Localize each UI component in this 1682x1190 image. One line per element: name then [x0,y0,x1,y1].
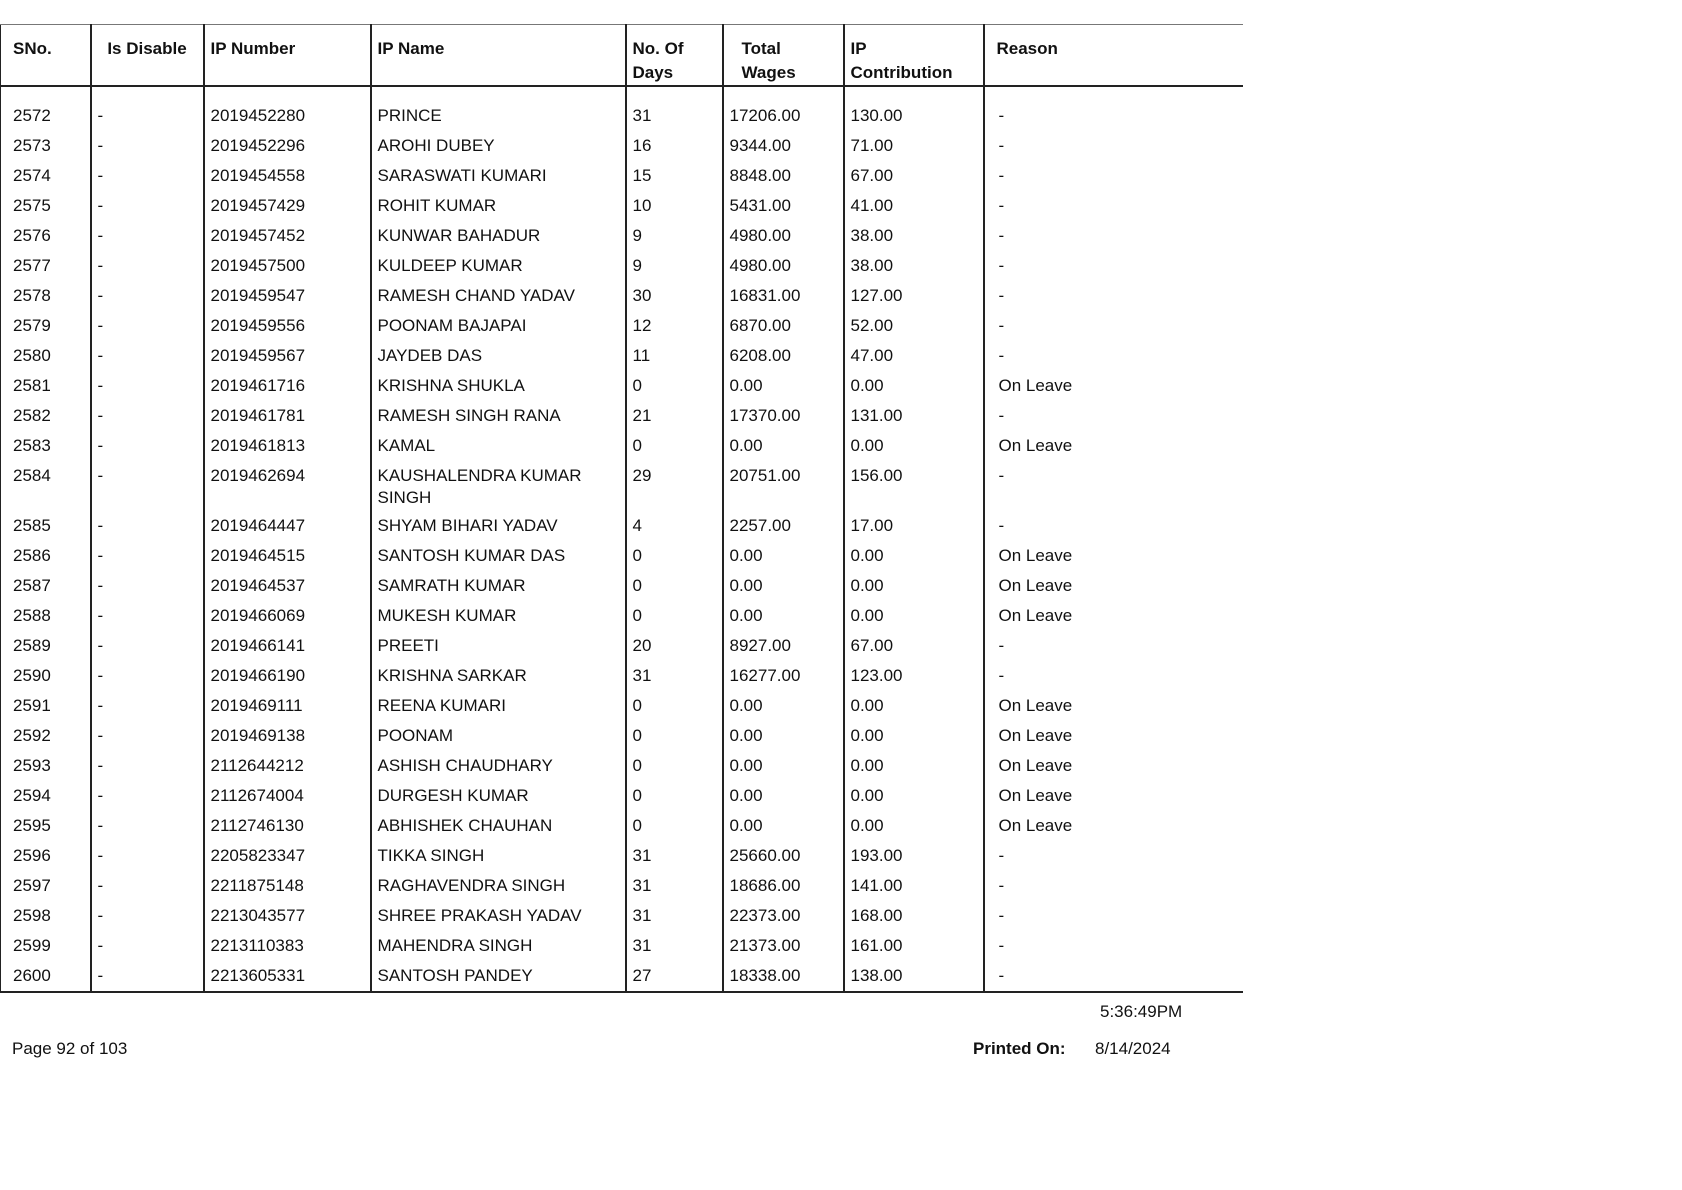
cell-total-wages: 2257.00 [723,511,844,541]
cell-no-of-days: 0 [626,601,723,631]
table-row [1,401,1243,431]
header-row [1,25,1243,87]
cell-total-wages: 0.00 [723,601,844,631]
cell-total-wages: 0.00 [723,691,844,721]
cell-total-wages: 0.00 [723,721,844,751]
cell-ip-number: 2019464447 [204,511,371,541]
cell-ip-name: SANTOSH PANDEY [371,961,626,992]
cell-ip-name: RAGHAVENDRA SINGH [371,871,626,901]
cell-no-of-days: 0 [626,371,723,401]
cell-reason: - [984,251,1243,281]
cell-ip-number: 2213605331 [204,961,371,992]
cell-is-disable: - [91,901,204,931]
cell-ip-name: MAHENDRA SINGH [371,931,626,961]
cell-is-disable: - [91,431,204,461]
table-row [1,431,1243,461]
cell-ip-contribution: 67.00 [844,161,984,191]
cell-no-of-days: 16 [626,131,723,161]
cell-ip-number: 2019457500 [204,251,371,281]
cell-ip-contribution: 0.00 [844,371,984,401]
table-row [1,961,1243,992]
cell-reason: - [984,871,1243,901]
cell-ip-number: 2019469138 [204,721,371,751]
column-header-sno: SNo. [1,25,91,87]
cell-ip-number: 2019469111 [204,691,371,721]
page-indicator: Page 92 of 103 [12,1039,128,1058]
cell-sno: 2573 [1,131,91,161]
table-row [1,751,1243,781]
table-row [1,631,1243,661]
cell-ip-name: MUKESH KUMAR [371,601,626,631]
cell-total-wages: 0.00 [723,541,844,571]
cell-sno: 2599 [1,931,91,961]
cell-reason: - [984,631,1243,661]
cell-no-of-days: 0 [626,751,723,781]
cell-ip-name: SAMRATH KUMAR [371,571,626,601]
cell-reason: On Leave [984,691,1243,721]
cell-ip-contribution: 141.00 [844,871,984,901]
cell-ip-contribution: 168.00 [844,901,984,931]
cell-sno: 2591 [1,691,91,721]
cell-ip-contribution: 38.00 [844,251,984,281]
cell-reason: - [984,661,1243,691]
cell-ip-number: 2019464515 [204,541,371,571]
cell-is-disable: - [91,661,204,691]
cell-is-disable: - [91,781,204,811]
cell-reason: On Leave [984,601,1243,631]
table-row [1,661,1243,691]
cell-no-of-days: 0 [626,811,723,841]
cell-sno: 2587 [1,571,91,601]
cell-total-wages: 18338.00 [723,961,844,992]
column-header-reason: Reason [984,25,1243,87]
table-body [1,86,1243,992]
cell-sno: 2600 [1,961,91,992]
printed-on-label: Printed On: [973,1039,1066,1058]
cell-ip-contribution: 0.00 [844,691,984,721]
cell-ip-name: SHYAM BIHARI YADAV [371,511,626,541]
cell-ip-contribution: 0.00 [844,431,984,461]
cell-total-wages: 6870.00 [723,311,844,341]
cell-reason: - [984,401,1243,431]
printed-time: 5:36:49PM [1100,1002,1183,1021]
cell-ip-name: KULDEEP KUMAR [371,251,626,281]
cell-no-of-days: 9 [626,251,723,281]
cell-ip-contribution: 38.00 [844,221,984,251]
cell-total-wages: 4980.00 [723,221,844,251]
cell-no-of-days: 4 [626,511,723,541]
cell-total-wages: 18686.00 [723,871,844,901]
cell-no-of-days: 31 [626,661,723,691]
cell-ip-number: 2019466069 [204,601,371,631]
cell-reason: On Leave [984,431,1243,461]
cell-no-of-days: 0 [626,431,723,461]
cell-ip-number: 2019454558 [204,161,371,191]
cell-ip-number: 2019459567 [204,341,371,371]
cell-total-wages: 16831.00 [723,281,844,311]
cell-total-wages: 0.00 [723,751,844,781]
cell-reason: On Leave [984,751,1243,781]
table-row [1,311,1243,341]
table-row [1,871,1243,901]
table-row [1,571,1243,601]
cell-reason: - [984,161,1243,191]
cell-no-of-days: 30 [626,281,723,311]
table-row [1,191,1243,221]
column-header-ip-name: IP Name [371,25,626,87]
cell-reason: On Leave [984,571,1243,601]
cell-no-of-days: 12 [626,311,723,341]
column-header-is-disable: Is Disable [91,25,204,87]
cell-reason: - [984,311,1243,341]
cell-ip-name: RAMESH CHAND YADAV [371,281,626,311]
cell-ip-name: TIKKA SINGH [371,841,626,871]
cell-total-wages: 0.00 [723,571,844,601]
cell-ip-name: ROHIT KUMAR [371,191,626,221]
cell-ip-contribution: 67.00 [844,631,984,661]
cell-total-wages: 8927.00 [723,631,844,661]
table-row [1,281,1243,311]
cell-total-wages: 17370.00 [723,401,844,431]
cell-sno: 2594 [1,781,91,811]
cell-reason: - [984,221,1243,251]
cell-ip-name: SANTOSH KUMAR DAS [371,541,626,571]
column-header-no-of-days: No. Of Days [626,25,723,87]
cell-ip-contribution: 156.00 [844,461,984,511]
cell-sno: 2575 [1,191,91,221]
cell-is-disable: - [91,601,204,631]
cell-sno: 2592 [1,721,91,751]
table-row [1,811,1243,841]
cell-ip-number: 2019461781 [204,401,371,431]
cell-reason: - [984,281,1243,311]
cell-is-disable: - [91,571,204,601]
cell-ip-contribution: 17.00 [844,511,984,541]
cell-ip-contribution: 0.00 [844,601,984,631]
cell-no-of-days: 15 [626,161,723,191]
cell-ip-contribution: 0.00 [844,571,984,601]
cell-ip-number: 2019464537 [204,571,371,601]
cell-ip-name: KAUSHALENDRA KUMAR SINGH [371,461,626,511]
cell-ip-number: 2019457452 [204,221,371,251]
cell-reason: On Leave [984,781,1243,811]
cell-total-wages: 22373.00 [723,901,844,931]
cell-reason: On Leave [984,541,1243,571]
column-header-total-wages: Total Wages [723,25,844,87]
cell-sno: 2580 [1,341,91,371]
cell-no-of-days: 31 [626,931,723,961]
table-row [1,901,1243,931]
cell-no-of-days: 27 [626,961,723,992]
cell-reason: On Leave [984,721,1243,751]
cell-ip-name: POONAM [371,721,626,751]
cell-is-disable: - [91,251,204,281]
cell-is-disable: - [91,811,204,841]
cell-reason: - [984,101,1243,131]
cell-sno: 2595 [1,811,91,841]
cell-is-disable: - [91,311,204,341]
cell-ip-name: POONAM BAJAPAI [371,311,626,341]
cell-no-of-days: 29 [626,461,723,511]
cell-reason: - [984,461,1243,511]
cell-ip-contribution: 0.00 [844,541,984,571]
cell-ip-number: 2112674004 [204,781,371,811]
cell-ip-number: 2205823347 [204,841,371,871]
cell-sno: 2589 [1,631,91,661]
cell-is-disable: - [91,841,204,871]
cell-sno: 2588 [1,601,91,631]
cell-sno: 2574 [1,161,91,191]
cell-ip-name: DURGESH KUMAR [371,781,626,811]
cell-sno: 2578 [1,281,91,311]
cell-is-disable: - [91,751,204,781]
cell-ip-number: 2019459556 [204,311,371,341]
cell-ip-name: ASHISH CHAUDHARY [371,751,626,781]
cell-is-disable: - [91,961,204,992]
cell-ip-contribution: 138.00 [844,961,984,992]
cell-ip-name: PRINCE [371,101,626,131]
cell-ip-number: 2019461813 [204,431,371,461]
cell-reason: - [984,131,1243,161]
cell-sno: 2582 [1,401,91,431]
cell-no-of-days: 21 [626,401,723,431]
column-header-ip-contribution: IP Contribution [844,25,984,87]
cell-total-wages: 9344.00 [723,131,844,161]
cell-is-disable: - [91,161,204,191]
cell-total-wages: 0.00 [723,371,844,401]
table-row [1,691,1243,721]
cell-is-disable: - [91,511,204,541]
cell-ip-contribution: 131.00 [844,401,984,431]
cell-total-wages: 21373.00 [723,931,844,961]
cell-sno: 2579 [1,311,91,341]
table-row [1,721,1243,751]
cell-is-disable: - [91,131,204,161]
cell-ip-number: 2019462694 [204,461,371,511]
table-row [1,541,1243,571]
cell-ip-number: 2019459547 [204,281,371,311]
cell-no-of-days: 31 [626,841,723,871]
cell-no-of-days: 0 [626,691,723,721]
table-row [1,461,1243,511]
cell-total-wages: 16277.00 [723,661,844,691]
cell-total-wages: 4980.00 [723,251,844,281]
cell-no-of-days: 9 [626,221,723,251]
cell-ip-number: 2019466141 [204,631,371,661]
cell-ip-name: ABHISHEK CHAUHAN [371,811,626,841]
cell-reason: - [984,901,1243,931]
cell-ip-number: 2211875148 [204,871,371,901]
cell-ip-contribution: 0.00 [844,721,984,751]
cell-ip-contribution: 47.00 [844,341,984,371]
cell-ip-name: RAMESH SINGH RANA [371,401,626,431]
cell-sno: 2596 [1,841,91,871]
cell-sno: 2577 [1,251,91,281]
cell-is-disable: - [91,371,204,401]
cell-reason: On Leave [984,371,1243,401]
cell-is-disable: - [91,401,204,431]
cell-ip-number: 2019457429 [204,191,371,221]
table-row [1,511,1243,541]
cell-ip-contribution: 71.00 [844,131,984,161]
cell-reason: - [984,341,1243,371]
cell-ip-contribution: 41.00 [844,191,984,221]
cell-is-disable: - [91,631,204,661]
cell-sno: 2598 [1,901,91,931]
cell-total-wages: 17206.00 [723,101,844,131]
table-row [1,781,1243,811]
cell-ip-number: 2019452296 [204,131,371,161]
cell-is-disable: - [91,341,204,371]
cell-is-disable: - [91,461,204,511]
cell-ip-number: 2019452280 [204,101,371,131]
cell-reason: On Leave [984,811,1243,841]
cell-no-of-days: 31 [626,901,723,931]
cell-is-disable: - [91,221,204,251]
table-row [1,221,1243,251]
cell-no-of-days: 10 [626,191,723,221]
cell-ip-name: KAMAL [371,431,626,461]
cell-is-disable: - [91,191,204,221]
cell-ip-contribution: 193.00 [844,841,984,871]
table-row [1,131,1243,161]
cell-is-disable: - [91,721,204,751]
cell-total-wages: 0.00 [723,811,844,841]
report-table [0,24,1243,993]
cell-sno: 2576 [1,221,91,251]
cell-ip-name: KRISHNA SARKAR [371,661,626,691]
cell-ip-contribution: 123.00 [844,661,984,691]
cell-ip-name: SHREE PRAKASH YADAV [371,901,626,931]
header-spacer-row [1,86,1243,101]
cell-sno: 2584 [1,461,91,511]
cell-total-wages: 0.00 [723,431,844,461]
column-header-ip-number: IP Number [204,25,371,87]
cell-ip-contribution: 52.00 [844,311,984,341]
cell-ip-contribution: 0.00 [844,781,984,811]
cell-ip-number: 2019466190 [204,661,371,691]
report-table-container [0,24,1242,993]
cell-ip-name: AROHI DUBEY [371,131,626,161]
cell-reason: - [984,931,1243,961]
cell-no-of-days: 11 [626,341,723,371]
cell-no-of-days: 0 [626,541,723,571]
cell-no-of-days: 31 [626,871,723,901]
cell-ip-name: PREETI [371,631,626,661]
cell-is-disable: - [91,101,204,131]
cell-ip-number: 2213110383 [204,931,371,961]
cell-no-of-days: 31 [626,101,723,131]
cell-ip-number: 2112644212 [204,751,371,781]
table-row [1,101,1243,131]
table-row [1,601,1243,631]
cell-is-disable: - [91,871,204,901]
table-row [1,341,1243,371]
cell-sno: 2583 [1,431,91,461]
cell-sno: 2586 [1,541,91,571]
table-header [1,25,1243,87]
cell-sno: 2597 [1,871,91,901]
table-row [1,161,1243,191]
cell-ip-contribution: 161.00 [844,931,984,961]
cell-ip-contribution: 127.00 [844,281,984,311]
cell-total-wages: 0.00 [723,781,844,811]
cell-total-wages: 5431.00 [723,191,844,221]
cell-is-disable: - [91,281,204,311]
cell-ip-number: 2112746130 [204,811,371,841]
cell-reason: - [984,961,1243,992]
cell-no-of-days: 20 [626,631,723,661]
cell-ip-contribution: 130.00 [844,101,984,131]
cell-sno: 2593 [1,751,91,781]
cell-sno: 2585 [1,511,91,541]
cell-ip-contribution: 0.00 [844,751,984,781]
cell-sno: 2572 [1,101,91,131]
printed-on-date: 8/14/2024 [1095,1039,1171,1058]
cell-total-wages: 20751.00 [723,461,844,511]
cell-is-disable: - [91,691,204,721]
cell-total-wages: 8848.00 [723,161,844,191]
cell-no-of-days: 0 [626,571,723,601]
table-row [1,371,1243,401]
cell-is-disable: - [91,931,204,961]
cell-reason: - [984,841,1243,871]
cell-ip-name: KRISHNA SHUKLA [371,371,626,401]
cell-ip-name: REENA KUMARI [371,691,626,721]
cell-ip-number: 2019461716 [204,371,371,401]
cell-ip-contribution: 0.00 [844,811,984,841]
cell-ip-name: SARASWATI KUMARI [371,161,626,191]
table-row [1,931,1243,961]
table-row [1,251,1243,281]
cell-sno: 2590 [1,661,91,691]
cell-ip-name: JAYDEB DAS [371,341,626,371]
cell-no-of-days: 0 [626,721,723,751]
cell-ip-number: 2213043577 [204,901,371,931]
table-row [1,841,1243,871]
cell-is-disable: - [91,541,204,571]
cell-ip-name: KUNWAR BAHADUR [371,221,626,251]
cell-total-wages: 25660.00 [723,841,844,871]
cell-sno: 2581 [1,371,91,401]
cell-total-wages: 6208.00 [723,341,844,371]
cell-reason: - [984,511,1243,541]
cell-reason: - [984,191,1243,221]
cell-no-of-days: 0 [626,781,723,811]
